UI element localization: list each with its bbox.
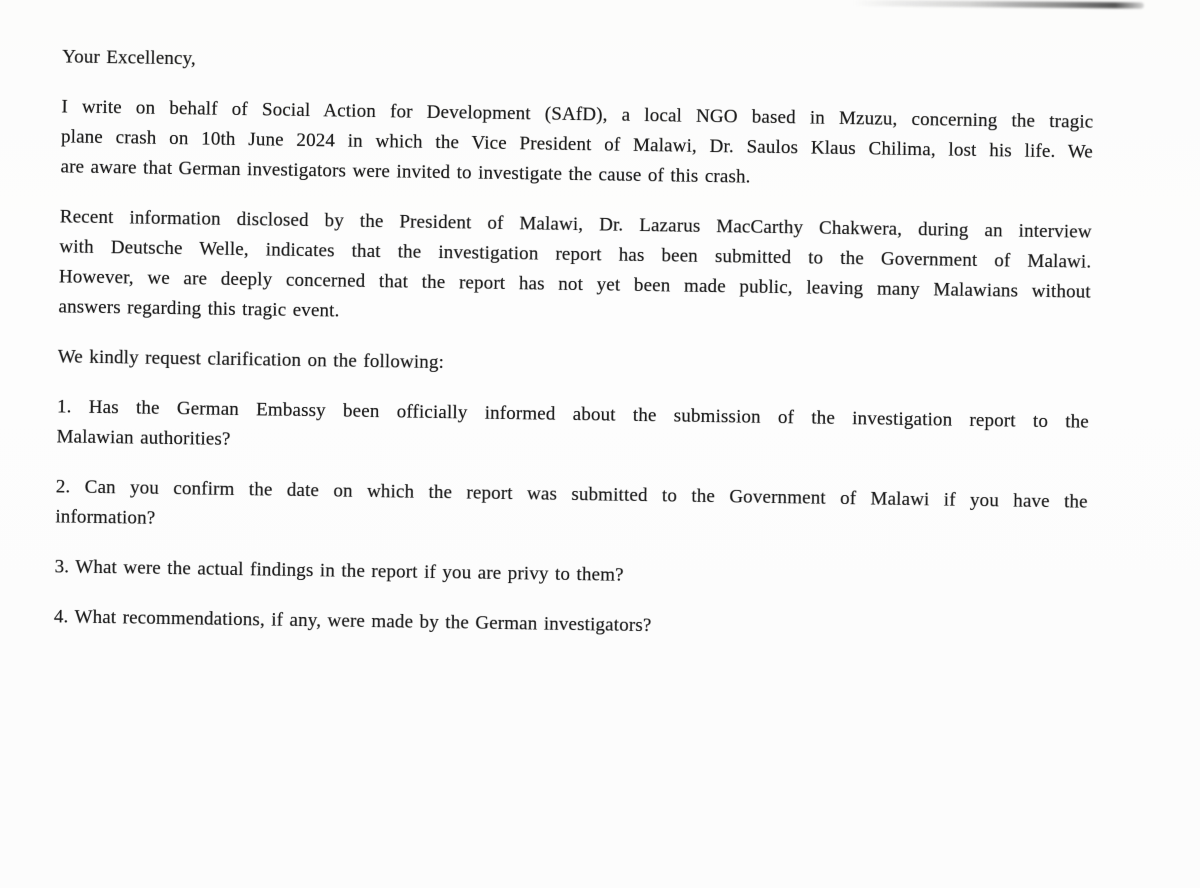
letter-line: 2. Can you confirm the date on which the report was submitted to the Government of Malawi if you have the	[55, 476, 1088, 513]
letter-request-intro	[58, 342, 1090, 387]
letter-question-2	[55, 472, 1088, 547]
letter-greeting	[62, 42, 1094, 87]
letter-line: with Deutsche Welle, indicates that the investigation report has been submitted to the Government of Malawi.	[59, 236, 1092, 273]
letter-line: 3. What were the actual findings in the report if you are privy to them?	[54, 556, 624, 586]
letter-paragraph-2	[58, 202, 1092, 337]
letter-question-3	[54, 552, 1086, 597]
letter-line: are aware that German investigators were invited to investigate the cause of this crash.	[60, 156, 751, 188]
letter-line: 1. Has the German Embassy been officially informed about the submission of the investigation report to the	[56, 396, 1090, 433]
letter-line: plane crash on 10th June 2024 in which the Vice President of Malawi, Dr. Saulos Klaus Chilima, lost his life. We	[60, 126, 1094, 163]
letter-line: Your Excellency,	[62, 46, 197, 70]
letter-paragraph-1	[60, 92, 1093, 197]
letter-line: 4. What recommendations, if any, were made by the German investigators?	[53, 606, 652, 637]
letter-question-4	[54, 602, 1086, 647]
letter-question-1	[56, 392, 1089, 467]
letter-line: Malawian authorities?	[56, 426, 231, 450]
scan-edge-artifact	[852, 0, 1144, 9]
letter-line: However, we are deeply concerned that the report has not yet been made public, leaving many Malawians without	[58, 266, 1091, 303]
letter-line: We kindly request clarification on the following:	[57, 346, 445, 374]
letter-line: information?	[55, 506, 156, 529]
letter-line: Recent information disclosed by the President of Malawi, Dr. Lazarus MacCarthy Chakwera, during an interview	[59, 206, 1092, 243]
letter-line: I write on behalf of Social Action for Development (SAfD), a local NGO based in Mzuzu, concerning the tragic	[61, 96, 1094, 133]
letter-line: answers regarding this tragic event.	[58, 296, 340, 322]
letter-body	[54, 42, 1095, 647]
